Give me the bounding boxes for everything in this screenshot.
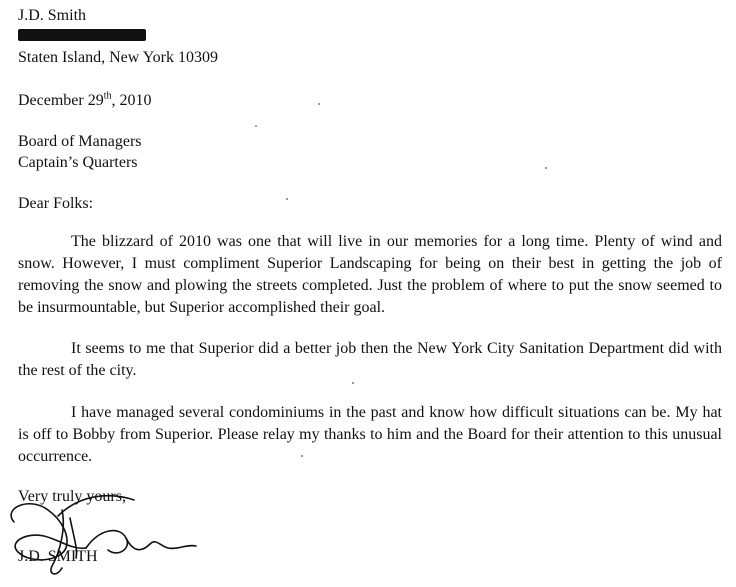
body-paragraph-1 xyxy=(18,231,722,319)
salutation: Dear Folks: xyxy=(18,195,94,212)
scan-speck xyxy=(352,382,354,384)
body-paragraph-2 xyxy=(18,338,722,382)
scan-speck xyxy=(301,455,303,457)
handwritten-signature xyxy=(0,488,200,587)
sender-city-line: Staten Island, New York 10309 xyxy=(18,49,218,66)
body-paragraph-3 xyxy=(18,402,722,468)
date-year: , 2010 xyxy=(111,92,152,109)
scan-speck xyxy=(255,125,257,127)
paragraph-2-text: It seems to me that Superior did a better job then the New York City Sanitation Department did with the rest of the city. xyxy=(18,340,722,379)
recipient-line-1: Board of Managers xyxy=(18,133,142,150)
date-ordinal-suffix: th xyxy=(103,90,112,102)
scan-speck xyxy=(318,103,320,105)
date-month-day: December 29 xyxy=(18,92,104,109)
signature-name: J.D. SMITH xyxy=(18,548,98,565)
sender-name: J.D. Smith xyxy=(18,7,87,24)
scan-speck xyxy=(286,198,288,200)
paragraph-3-text: I have managed several condominiums in the past and know how difficult situations can be. My hat is off to Bobby from Superior. Please relay my thanks to him and the Board for their attention to this unusual occurrence. xyxy=(18,404,722,465)
letter-date xyxy=(18,90,152,112)
recipient-line-2: Captain’s Quarters xyxy=(18,154,138,171)
paragraph-1-text: The blizzard of 2010 was one that will live in our memories for a long time. Plenty of wind and snow. However, I must compliment Superior Landscaping for being on their best in getting the job of removing the snow and plowing the streets completed. Just the problem of where to put the snow seemed to be insurmountable, but Superior accomplished their goal. xyxy=(18,233,722,316)
redacted-street-address xyxy=(18,29,146,41)
closing: Very truly yours, xyxy=(18,488,126,505)
scan-speck xyxy=(545,167,547,169)
